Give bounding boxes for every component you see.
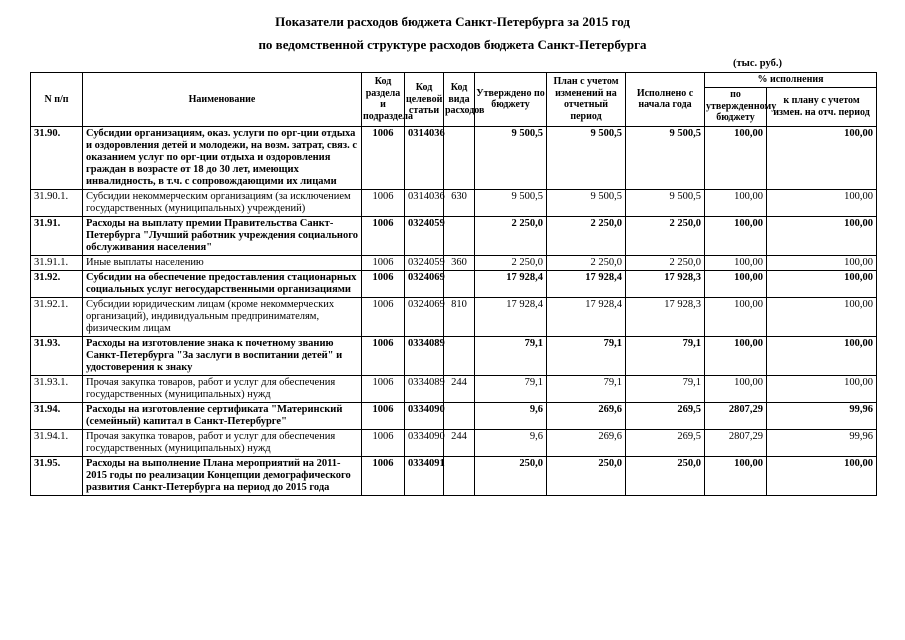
cell-plan: 79,1 (547, 336, 626, 375)
cell-ispolneno: 9 500,5 (626, 126, 705, 189)
cell-plan: 269,6 (547, 402, 626, 429)
cell-ispolneno: 2 250,0 (626, 255, 705, 270)
cell-pct-utv: 100,00 (705, 270, 767, 297)
cell-pct-utv: 100,00 (705, 126, 767, 189)
cell-name: Расходы на выплату премии Правительства Санкт-Петербурга "Лучший работник учреждения социального обслуживания населения" (83, 216, 362, 255)
table-row (31, 297, 877, 336)
cell-plan: 9 500,5 (547, 126, 626, 189)
cell-nn: 31.92. (31, 270, 83, 297)
cell-pct-plan: 100,00 (767, 456, 877, 495)
cell-name: Расходы на изготовление знака к почетному званию Санкт-Петербурга "За заслуги в воспитании детей" и удостоверения к знаку (83, 336, 362, 375)
cell-plan: 79,1 (547, 375, 626, 402)
cell-kod-stati: 0334090 (405, 402, 444, 429)
document-title: Показатели расходов бюджета Санкт-Петербурга за 2015 год (275, 14, 630, 29)
cell-kod-vida (444, 402, 475, 429)
table-row (31, 375, 877, 402)
cell-ispolneno: 2 250,0 (626, 216, 705, 255)
cell-utverzhdeno: 2 250,0 (475, 216, 547, 255)
cell-name: Субсидии некоммерческим организациям (за исключением государственных (муниципальных) учреждений) (83, 189, 362, 216)
cell-kod-stati: 0314036 (405, 189, 444, 216)
cell-kod-razdela: 1006 (362, 456, 405, 495)
table-row (31, 429, 877, 456)
cell-pct-plan: 99,96 (767, 402, 877, 429)
cell-nn: 31.93. (31, 336, 83, 375)
cell-name: Расходы на выполнение Плана мероприятий на 2011-2015 годы по реализации Концепции демографического развития Санкт-Петербурга на период до 2015 года (83, 456, 362, 495)
cell-kod-razdela: 1006 (362, 270, 405, 297)
cell-pct-plan: 100,00 (767, 270, 877, 297)
cell-plan: 269,6 (547, 429, 626, 456)
cell-nn: 31.94.1. (31, 429, 83, 456)
cell-kod-stati: 0324059 (405, 216, 444, 255)
header-pct-utv: по утвержденному бюджету (705, 87, 767, 126)
cell-pct-plan: 100,00 (767, 375, 877, 402)
header-ispolneno: Исполнено с начала года (626, 73, 705, 127)
cell-kod-razdela: 1006 (362, 216, 405, 255)
cell-pct-plan: 100,00 (767, 189, 877, 216)
cell-kod-stati: 0324069 (405, 297, 444, 336)
cell-nn: 31.90. (31, 126, 83, 189)
cell-utverzhdeno: 79,1 (475, 336, 547, 375)
cell-kod-razdela: 1006 (362, 336, 405, 375)
cell-plan: 250,0 (547, 456, 626, 495)
cell-kod-razdela: 1006 (362, 255, 405, 270)
cell-utverzhdeno: 17 928,4 (475, 297, 547, 336)
cell-kod-razdela: 1006 (362, 402, 405, 429)
cell-pct-utv: 100,00 (705, 189, 767, 216)
cell-nn: 31.92.1. (31, 297, 83, 336)
units-label: (тыс. руб.) (733, 58, 782, 69)
cell-plan: 2 250,0 (547, 255, 626, 270)
cell-kod-vida (444, 216, 475, 255)
cell-nn: 31.91.1. (31, 255, 83, 270)
cell-kod-stati: 0334089 (405, 336, 444, 375)
cell-plan: 2 250,0 (547, 216, 626, 255)
table-row (31, 336, 877, 375)
cell-kod-stati: 0334090 (405, 429, 444, 456)
cell-nn: 31.91. (31, 216, 83, 255)
cell-ispolneno: 79,1 (626, 336, 705, 375)
cell-pct-utv: 2807,29 (705, 429, 767, 456)
cell-ispolneno: 79,1 (626, 375, 705, 402)
cell-kod-vida (444, 456, 475, 495)
table-header (31, 73, 877, 127)
cell-pct-utv: 100,00 (705, 456, 767, 495)
header-kod-stati: Код целевой статьи (405, 73, 444, 127)
cell-name: Прочая закупка товаров, работ и услуг для обеспечения государственных (муниципальных) нужд (83, 375, 362, 402)
header-kod-vida: Код вида расходов (444, 73, 475, 127)
cell-ispolneno: 9 500,5 (626, 189, 705, 216)
cell-kod-vida: 244 (444, 429, 475, 456)
cell-utverzhdeno: 9 500,5 (475, 189, 547, 216)
cell-utverzhdeno: 2 250,0 (475, 255, 547, 270)
cell-pct-utv: 100,00 (705, 375, 767, 402)
header-kod-razdela: Код раздела и подраздела (362, 73, 405, 127)
header-plan: План с учетом изменений на отчетный период (547, 73, 626, 127)
budget-table (30, 72, 877, 496)
document-subtitle: по ведомственной структуре расходов бюджета Санкт-Петербурга (258, 37, 647, 52)
cell-plan: 9 500,5 (547, 189, 626, 216)
cell-name: Расходы на изготовление сертификата "Материнский (семейный) капитал в Санкт-Петербурге" (83, 402, 362, 429)
cell-utverzhdeno: 9,6 (475, 429, 547, 456)
header-utverzhdeno: Утверждено по бюджету (475, 73, 547, 127)
cell-ispolneno: 17 928,3 (626, 297, 705, 336)
table-row (31, 216, 877, 255)
cell-kod-vida (444, 126, 475, 189)
cell-kod-stati: 0314036 (405, 126, 444, 189)
cell-kod-vida: 360 (444, 255, 475, 270)
cell-plan: 17 928,4 (547, 270, 626, 297)
cell-pct-plan: 100,00 (767, 336, 877, 375)
cell-kod-vida: 810 (444, 297, 475, 336)
cell-utverzhdeno: 9,6 (475, 402, 547, 429)
header-name: Наименование (83, 73, 362, 127)
cell-nn: 31.95. (31, 456, 83, 495)
table-row (31, 255, 877, 270)
cell-utverzhdeno: 250,0 (475, 456, 547, 495)
cell-name: Иные выплаты населению (83, 255, 362, 270)
cell-utverzhdeno: 17 928,4 (475, 270, 547, 297)
cell-ispolneno: 250,0 (626, 456, 705, 495)
cell-pct-plan: 100,00 (767, 126, 877, 189)
cell-nn: 31.90.1. (31, 189, 83, 216)
cell-nn: 31.93.1. (31, 375, 83, 402)
cell-utverzhdeno: 9 500,5 (475, 126, 547, 189)
cell-kod-razdela: 1006 (362, 189, 405, 216)
table-row (31, 270, 877, 297)
cell-name: Субсидии организациям, оказ. услуги по орг-ции отдыха и оздоровления детей и молодежи, на возм. затрат, связ. с оказанием услуг по орг-ции отдыха и оздоровления граждан в возрасте от 18 до 30 лет, имеющих инвалидность, в т.ч. с сопровождающими их лицами (83, 126, 362, 189)
cell-name: Прочая закупка товаров, работ и услуг для обеспечения государственных (муниципальных) нужд (83, 429, 362, 456)
header-pct-group: % исполнения (705, 73, 877, 88)
cell-kod-vida: 244 (444, 375, 475, 402)
cell-kod-razdela: 1006 (362, 126, 405, 189)
cell-pct-plan: 100,00 (767, 216, 877, 255)
cell-nn: 31.94. (31, 402, 83, 429)
cell-pct-plan: 100,00 (767, 255, 877, 270)
cell-pct-utv: 100,00 (705, 336, 767, 375)
table-body (31, 126, 877, 495)
cell-kod-stati: 0324059 (405, 255, 444, 270)
cell-kod-razdela: 1006 (362, 429, 405, 456)
header-pct-plan: к плану с учетом измен. на отч. период (767, 87, 877, 126)
table-row (31, 402, 877, 429)
table-row (31, 189, 877, 216)
table-row (31, 456, 877, 495)
cell-pct-plan: 99,96 (767, 429, 877, 456)
cell-ispolneno: 269,5 (626, 429, 705, 456)
cell-pct-utv: 2807,29 (705, 402, 767, 429)
cell-pct-utv: 100,00 (705, 216, 767, 255)
cell-utverzhdeno: 79,1 (475, 375, 547, 402)
cell-plan: 17 928,4 (547, 297, 626, 336)
cell-kod-vida: 630 (444, 189, 475, 216)
cell-ispolneno: 17 928,3 (626, 270, 705, 297)
cell-kod-stati: 0334091 (405, 456, 444, 495)
cell-pct-utv: 100,00 (705, 255, 767, 270)
cell-kod-vida (444, 270, 475, 297)
table-row (31, 126, 877, 189)
cell-kod-stati: 0334089 (405, 375, 444, 402)
cell-kod-stati: 0324069 (405, 270, 444, 297)
cell-pct-plan: 100,00 (767, 297, 877, 336)
header-nn: N п/п (31, 73, 83, 127)
cell-kod-vida (444, 336, 475, 375)
cell-pct-utv: 100,00 (705, 297, 767, 336)
cell-kod-razdela: 1006 (362, 297, 405, 336)
cell-ispolneno: 269,5 (626, 402, 705, 429)
cell-kod-razdela: 1006 (362, 375, 405, 402)
cell-name: Субсидии на обеспечение предоставления стационарных социальных услуг негосударственными организациями (83, 270, 362, 297)
cell-name: Субсидии юридическим лицам (кроме некоммерческих организаций), индивидуальным предпринимателям, физическим лицам (83, 297, 362, 336)
